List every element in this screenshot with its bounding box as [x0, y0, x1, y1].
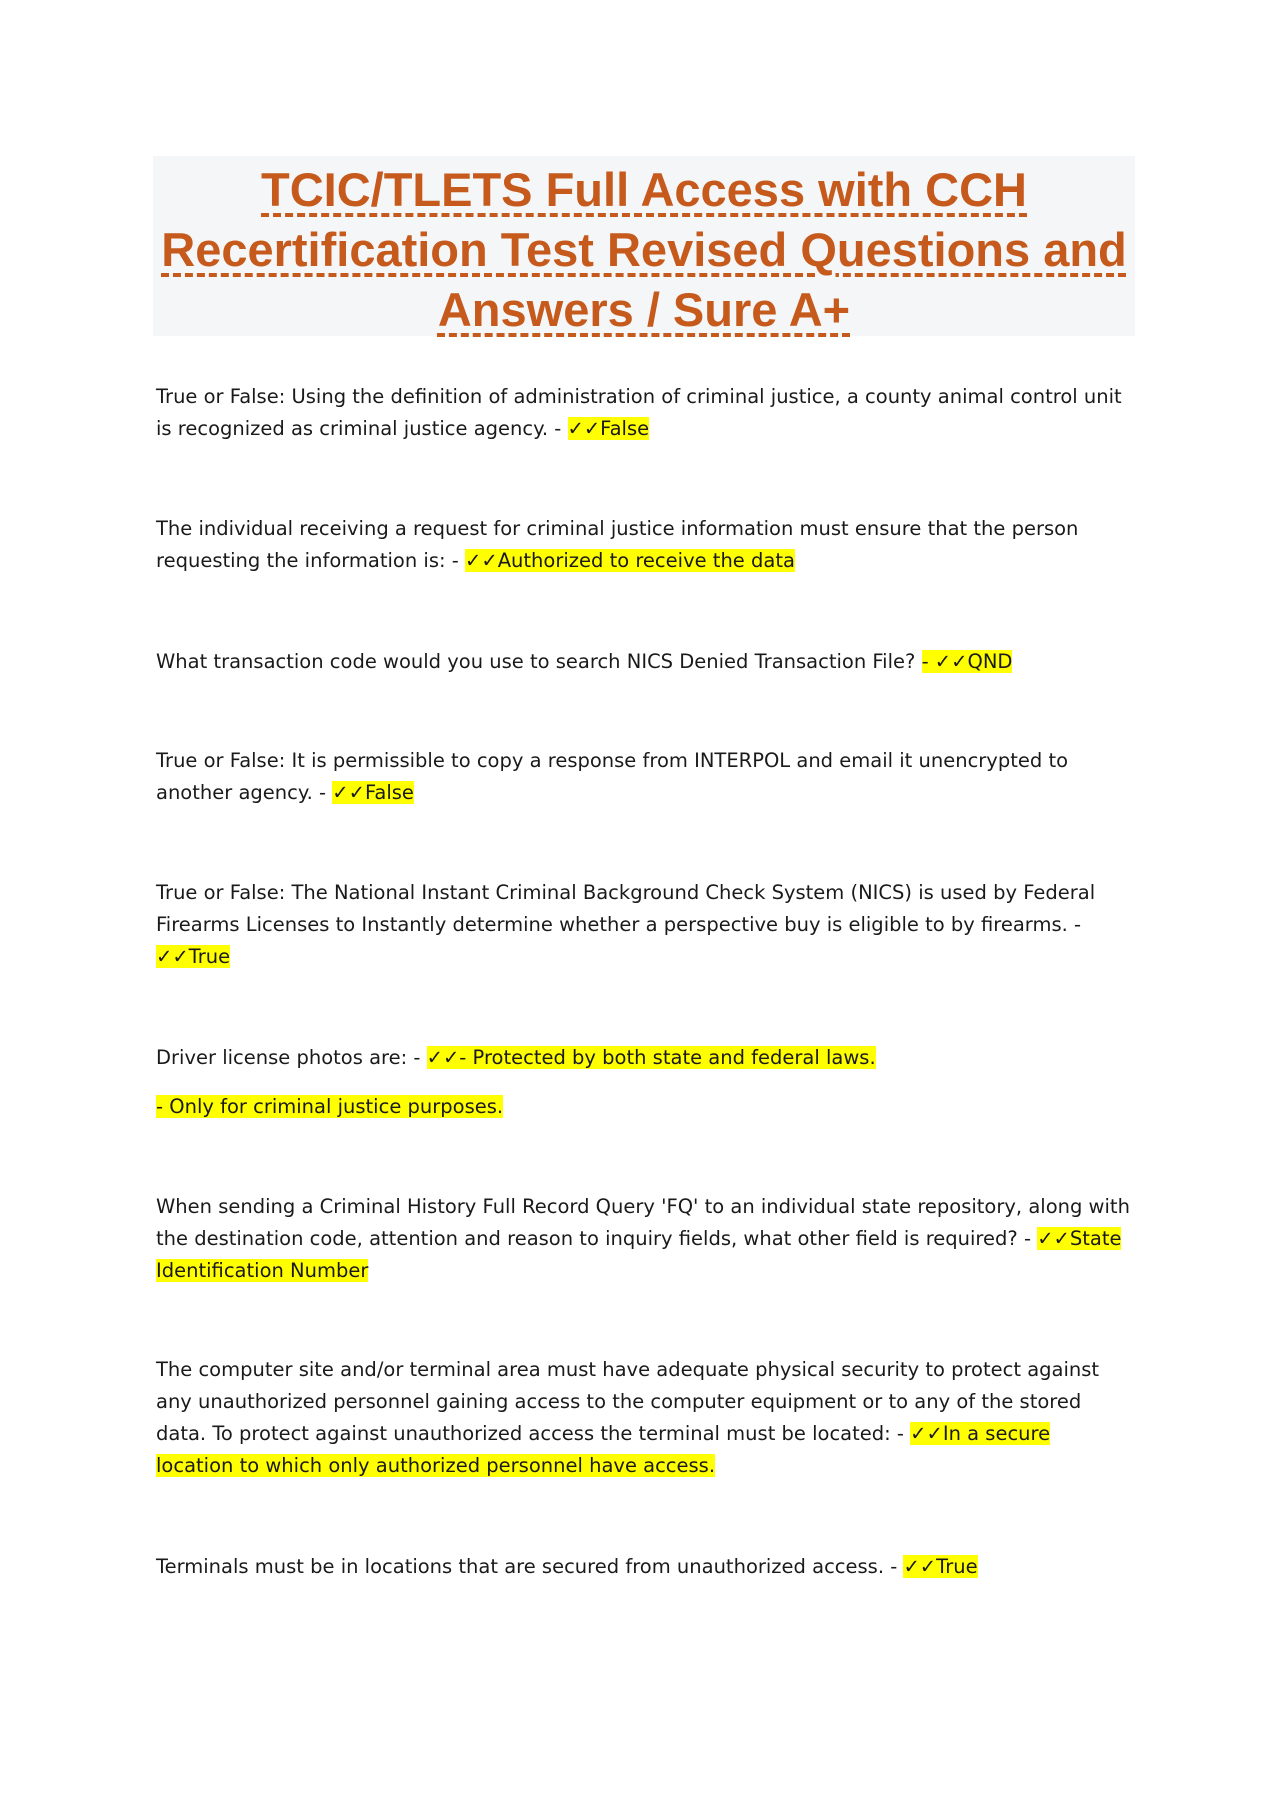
- qa-item-8: [156, 1354, 1131, 1482]
- question-text: The computer site and/or terminal area must have adequate physical security to protect against any unauthorized personnel gaining access to the computer equipment or to any of the stored data. To protect against unauthorized access the terminal must be located: -: [156, 1358, 1100, 1445]
- answer-highlight: ✓✓True: [156, 945, 231, 968]
- answer-highlight: ✓✓True: [903, 1555, 978, 1578]
- question-text: True or False: Using the definition of administration of criminal justice, a county animal control unit is recognized as criminal justice agency. -: [156, 385, 1122, 440]
- document-title: TCIC/TLETS Full Access with CCH Recertification Test Revised Questions and Answers / Sure A+: [161, 163, 1127, 336]
- qa-item-4: [156, 745, 1131, 809]
- qa-item-6: [156, 1042, 1131, 1074]
- answer-highlight: ✓✓Authorized to receive the data: [465, 549, 795, 572]
- qa-item-2: [156, 513, 1131, 577]
- answer-highlight: ✓✓False: [332, 781, 414, 804]
- answer-highlight-extra: - Only for criminal justice purposes.: [156, 1095, 504, 1118]
- qa-item-6-extra: [156, 1091, 503, 1123]
- question-text: Driver license photos are: -: [156, 1046, 427, 1069]
- question-text: When sending a Criminal History Full Record Query 'FQ' to an individual state repository, along with the destination code, attention and reason to inquiry fields, what other field is required? -: [156, 1195, 1130, 1250]
- answer-highlight: ✓✓False: [567, 417, 650, 440]
- question-text: True or False: It is permissible to copy a response from INTERPOL and email it unencrypted to another agency. -: [156, 749, 1069, 804]
- question-text: What transaction code would you use to search NICS Denied Transaction File?: [156, 650, 922, 673]
- title-box: [153, 156, 1135, 336]
- answer-highlight: ✓✓- Protected by both state and federal laws.: [426, 1046, 876, 1069]
- qa-item-1: [156, 381, 1131, 445]
- qa-item-7: [156, 1191, 1131, 1287]
- qa-item-9: [156, 1551, 1131, 1583]
- qa-item-5: [156, 877, 1131, 973]
- answer-highlight: ✓✓State Identification Number: [156, 1227, 1122, 1282]
- answer-highlight: - ✓✓QND: [921, 650, 1013, 673]
- question-text: Terminals must be in locations that are secured from unauthorized access. -: [156, 1555, 904, 1578]
- answer-highlight: ✓✓In a secure location to which only authorized personnel have access.: [156, 1422, 1051, 1477]
- question-text: The individual receiving a request for criminal justice information must ensure that the person requesting the information is: -: [156, 517, 1079, 572]
- qa-item-3: [156, 646, 1131, 678]
- question-text: True or False: The National Instant Criminal Background Check System (NICS) is used by Federal Firearms Licenses to Instantly determine whether a perspective buy is eligible to by firearms. -: [156, 881, 1096, 936]
